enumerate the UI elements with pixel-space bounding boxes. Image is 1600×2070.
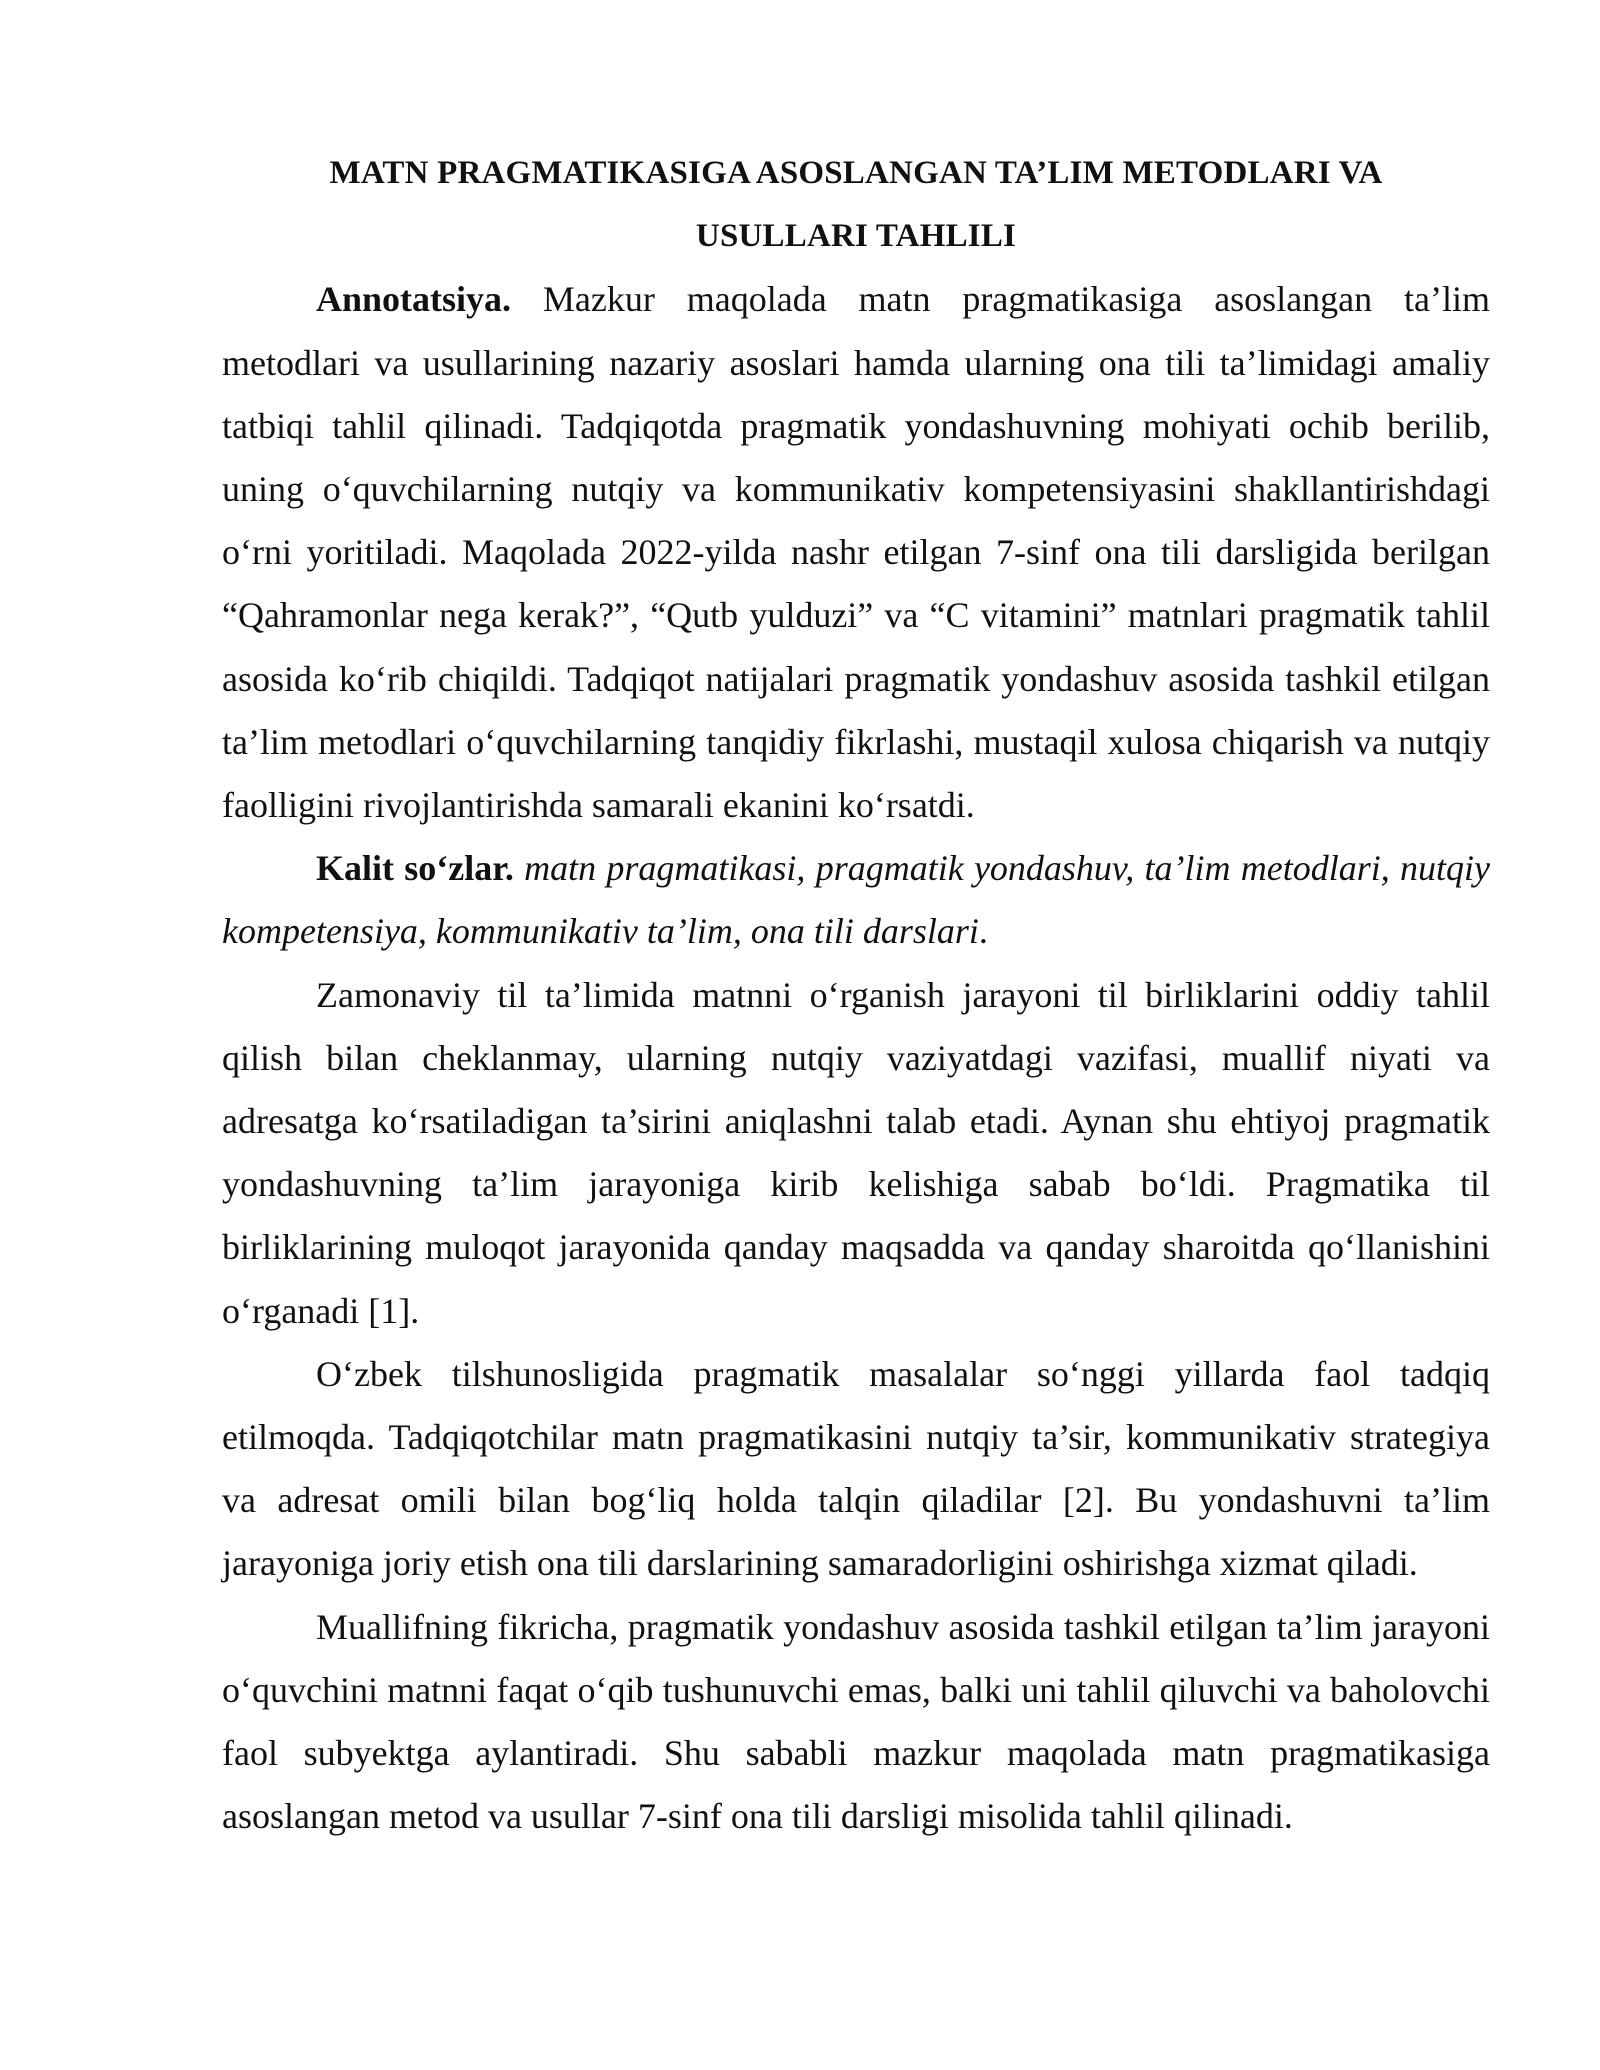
title-line-1: MATN PRAGMATIKASIGA ASOSLANGAN TA’LIM METODLARI VA	[329, 155, 1383, 191]
keywords-end: .	[978, 911, 988, 952]
body-paragraph-3: Muallifning fikricha, pragmatik yondashuv asosida tashkil etilgan ta’lim jarayoni o‘quvchini matnni faqat o‘qib tushunuvchi emas, balki uni tahlil qiluvchi va baholovchi faol subyektga aylantiradi. Shu sababli mazkur maqolada matn pragmatikasiga asoslangan metod va usullar 7-sinf ona tili darsligi misolida tahlil qilinadi.	[222, 1606, 1490, 1837]
title-line-2: USULLARI TAHLILI	[695, 218, 1017, 255]
annotation-label: Annotatsiya.	[316, 279, 512, 320]
keywords-paragraph	[222, 837, 1490, 963]
keywords-text: matn pragmatikasi, pragmatik yondashuv, ta’lim metodlari, nutqiy kompetensiya, kommunikativ ta’lim, ona tili darslari	[222, 848, 1490, 952]
annotation-paragraph	[222, 268, 1490, 837]
annotation-text: Mazkur maqolada matn pragmatikasiga asoslangan ta’lim metodlari va usullarining nazariy asoslari hamda ularning ona tili ta’limidagi amaliy tatbiqi tahlil qilinadi. Tadqiqotda pragmatik yondashuvning mohiyati ochib berilib, uning o‘quvchilarning nutqiy va kommunikativ kompetensiyasini shakllantirishdagi o‘rni yoritiladi. Maqolada 2022-yilda nashr etilgan 7-sinf ona tili darsligida berilgan “Qahramonlar nega kerak?”, “Qutb yulduzi” va “C vitamini” matnlari pragmatik tahlil asosida ko‘rib chiqildi. Tadqiqot natijalari pragmatik yondashuv asosida tashkil etilgan ta’lim metodlari o‘quvchilarning tanqidiy fikrlashi, mustaqil xulosa chiqarish va nutqiy faolligini rivojlantirishda samarali ekanini ko‘rsatdi.	[222, 279, 1490, 826]
article-title	[222, 142, 1490, 268]
keywords-label: Kalit so‘zlar.	[316, 848, 514, 889]
article-body	[222, 142, 1490, 1848]
body-paragraph-2: O‘zbek tilshunosligida pragmatik masalalar so‘nggi yillarda faol tadqiq etilmoqda. Tadqiqotchilar matn pragmatikasini nutqiy ta’sir, kommunikativ strategiya va adresat omili bilan bog‘liq holda talqin qiladilar [2]. Bu yondashuvni ta’lim jarayoniga joriy etish ona tili darslarining samaradorligini oshirishga xizmat qiladi.	[222, 1353, 1490, 1584]
body-paragraph-1: Zamonaviy til ta’limida matnni o‘rganish jarayoni til birliklarini oddiy tahlil qilish bilan cheklanmay, ularning nutqiy vaziyatdagi vazifasi, muallif niyati va adresatga ko‘rsatiladigan ta’sirini aniqlashni talab etadi. Aynan shu ehtiyoj pragmatik yondashuvning ta’lim jarayoniga kirib kelishiga sabab bo‘ldi. Pragmatika til birliklarining muloqot jarayonida qanday maqsadda va qanday sharoitda qo‘llanishini o‘rganadi [1].	[222, 974, 1490, 1331]
